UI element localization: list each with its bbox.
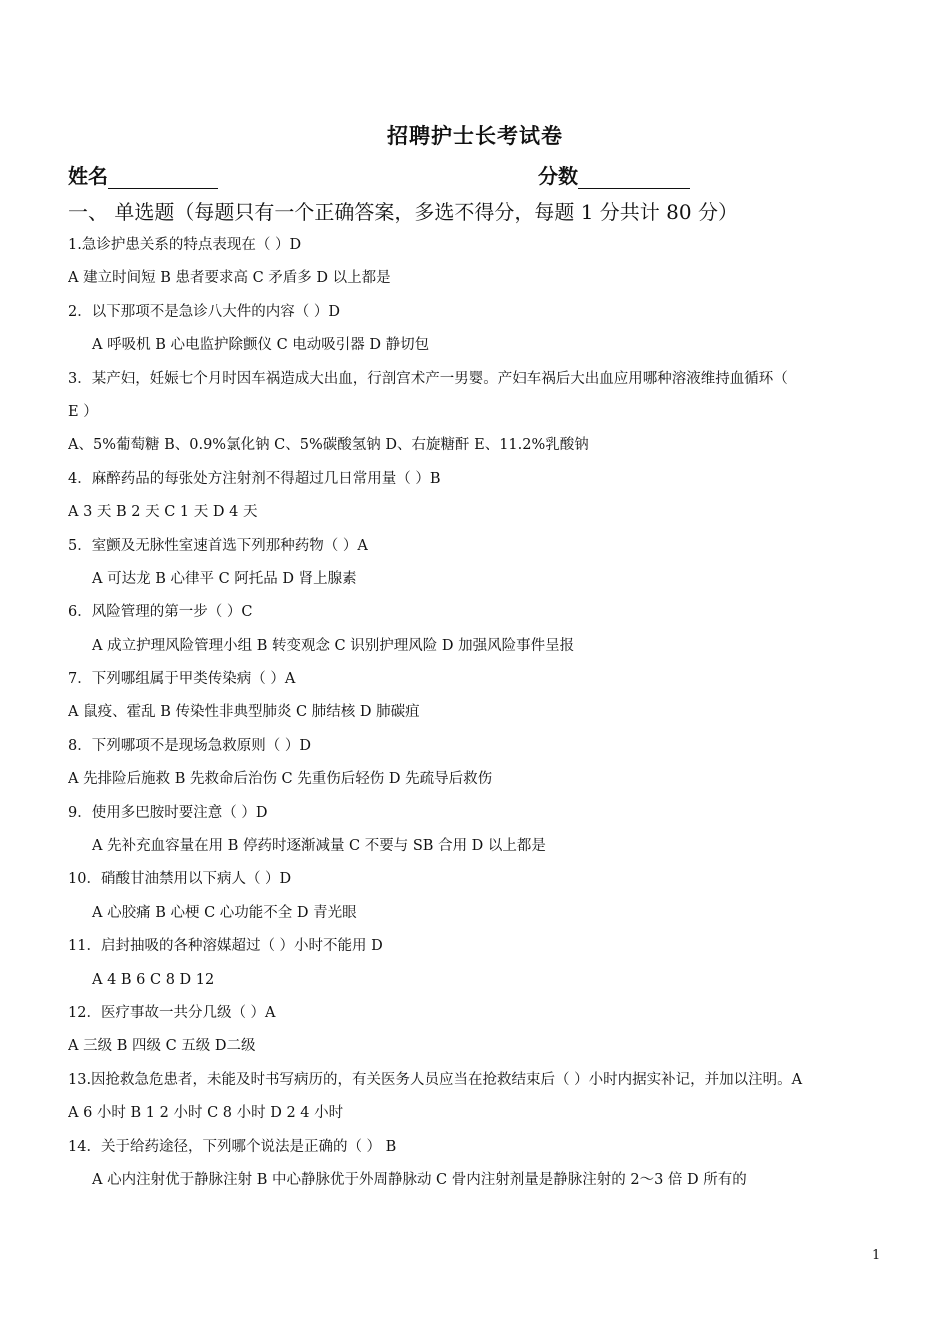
question-line: E ） xyxy=(68,403,98,420)
question-line: A 先补充血容量在用 B 停药时逐渐减量 C 不要与 SB 合用 D 以上都是 xyxy=(92,838,546,855)
question-line: A 心胶痛 B 心梗 C 心功能不全 D 青光眼 xyxy=(92,904,357,921)
question-line: A 鼠疫、霍乱 B 传染性非典型肺炎 C 肺结核 D 肺碳疽 xyxy=(68,704,420,721)
question-line: A、5%葡萄糖 B、0.9%氯化钠 C、5%碳酸氢钠 D、右旋糖酐 E、11.2%乳酸钠 xyxy=(68,437,589,454)
document-title: 招聘护士长考试卷 xyxy=(387,123,563,148)
question-line: 13.因抢救急危患者，未能及时书写病历的，有关医务人员应当在抢救结束后（ ）小时内据实补记，并加以注明。A xyxy=(68,1071,803,1088)
question-line: 9．使用多巴胺时要注意（ ）D xyxy=(68,804,268,821)
question-line: A 可达龙 B 心律平 C 阿托品 D 肾上腺素 xyxy=(92,570,357,587)
question-line: 14．关于给药途径，下列哪个说法是正确的（ ） B xyxy=(68,1138,397,1155)
question-line: A 成立护理风险管理小组 B 转变观念 C 识别护理风险 D 加强风险事件呈报 xyxy=(92,637,575,654)
question-line: A 4 B 6 C 8 D 12 xyxy=(92,971,215,988)
question-line: 5．室颤及无脉性室速首选下列那种药物（ ）A xyxy=(68,537,368,554)
question-line: 6．风险管理的第一步（ ）C xyxy=(68,604,253,621)
page-number: 1 xyxy=(872,1248,881,1263)
question-line: A 先排险后施救 B 先救命后治伤 C 先重伤后轻伤 D 先疏导后救伤 xyxy=(68,771,493,788)
question-line: A 呼吸机 B 心电监护除颤仪 C 电动吸引器 D 静切包 xyxy=(92,337,430,354)
name-score-row xyxy=(68,160,888,190)
question-line: 7．下列哪组属于甲类传染病（ ）A xyxy=(68,671,296,688)
question-line: 3．某产妇，妊娠七个月时因车祸造成大出血，行剖宫术产一男婴。产妇车祸后大出血应用哪种溶液维持血循环（ xyxy=(68,370,788,387)
question-line: A 3 天 B 2 天 C 1 天 D 4 天 xyxy=(68,504,258,521)
name-field xyxy=(68,160,218,189)
question-line: 11．启封抽吸的各种溶媒超过（ ）小时不能用 D xyxy=(68,938,383,955)
question-line: A 三级 B 四级 C 五级 D二级 xyxy=(68,1038,256,1055)
question-line: 4．麻醉药品的每张处方注射剂不得超过几日常用量（ ）B xyxy=(68,470,441,487)
name-blank-line xyxy=(108,164,218,189)
question-line: 1.急诊护患关系的特点表现在（ ）D xyxy=(68,237,302,253)
name-label: 姓名 xyxy=(68,164,108,188)
score-label: 分数 xyxy=(538,164,578,188)
question-line: 10．硝酸甘油禁用以下病人（ ）D xyxy=(68,871,292,888)
score-blank-line xyxy=(578,164,690,189)
section-heading: 一、 单选题（每题只有一个正确答案，多选不得分，每题 1 分共计 80 分） xyxy=(68,200,738,224)
question-line: A 6 小时 B 1 2 小时 C 8 小时 D 2 4 小时 xyxy=(68,1105,344,1122)
score-field xyxy=(538,160,690,189)
question-list xyxy=(68,232,888,1200)
question-line: 12．医疗事故一共分几级（ ）A xyxy=(68,1004,276,1021)
question-line: A 建立时间短 B 患者要求高 C 矛盾多 D 以上都是 xyxy=(68,270,391,287)
question-line: 8．下列哪项不是现场急救原则（ ）D xyxy=(68,737,311,754)
question-line: 2．以下那项不是急诊八大件的内容（ ）D xyxy=(68,303,340,320)
question-line: A 心内注射优于静脉注射 B 中心静脉优于外周静脉动 C 骨内注射剂量是静脉注射的 2～3 倍 D 所有的 xyxy=(92,1171,747,1188)
